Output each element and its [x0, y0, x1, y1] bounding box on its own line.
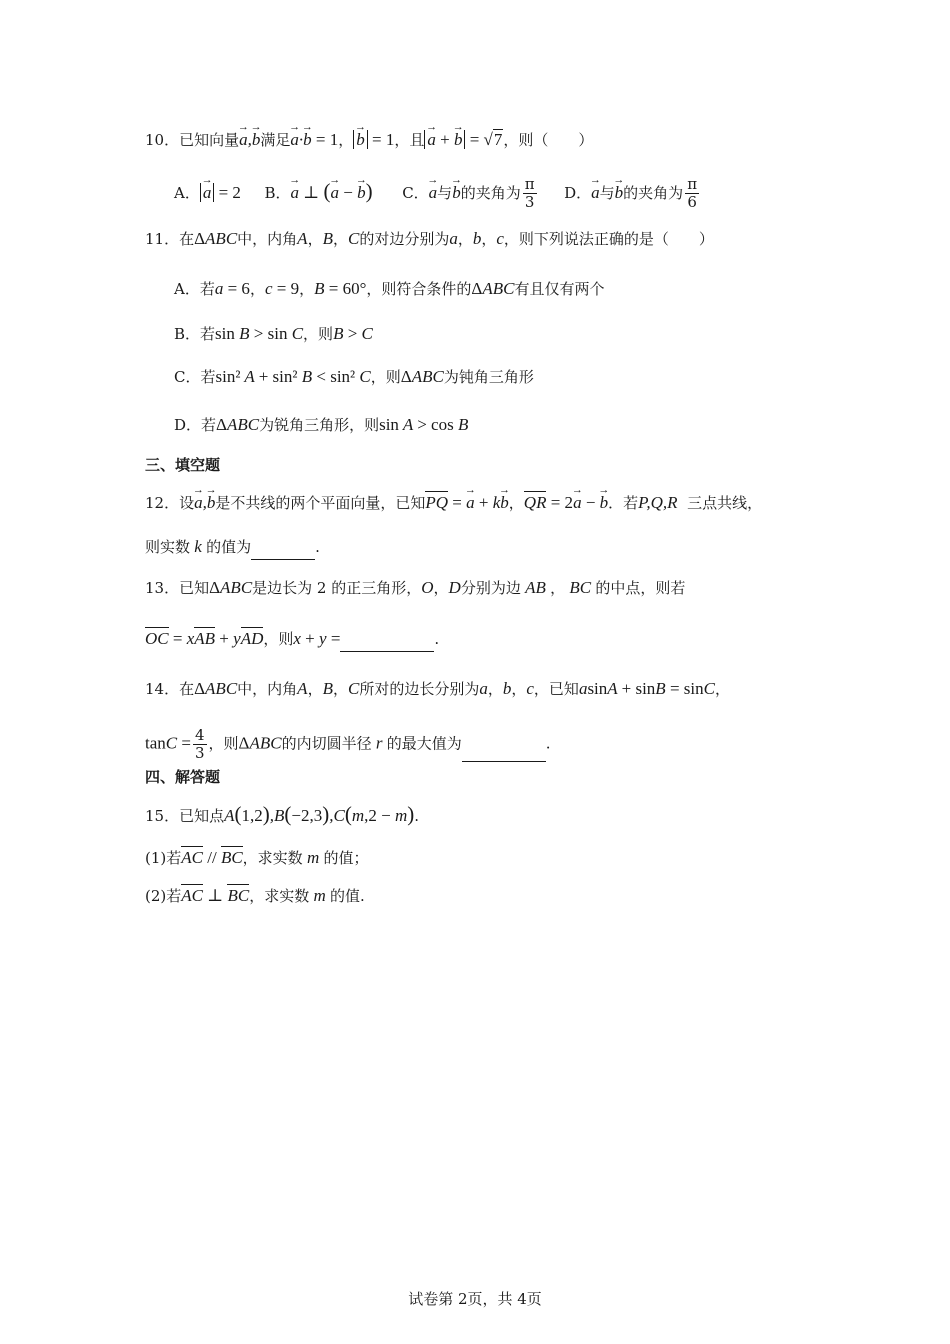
- q10-number: 10．: [145, 131, 180, 149]
- q15-part2: (2)若AC ⊥ BC，求实数 m 的值.: [145, 886, 365, 905]
- q14-stem: 14．在ΔABC中，内角A，B，C所对的边长分别为a，b，c，已知asinA + sinB = sinC，: [145, 679, 730, 698]
- q11-option-a[interactable]: A．若a = 6，c = 9，B = 60°，则符合条件的ΔABC有且仅有两个: [174, 279, 605, 298]
- q11-stem: 11．在ΔABC中，内角A，B，C的对边分别为a，b，c，则下列说法正确的是（ ）: [145, 229, 714, 248]
- q15-part1: (1)若AC // BC，求实数 m 的值；: [145, 848, 369, 867]
- fraction-4-3: $\frac{4}{3}$: [194, 726, 205, 762]
- q10-option-b[interactable]: B．→ a ⊥ (→ a − → b): [265, 184, 373, 202]
- q11-option-c[interactable]: C．若sin² A + sin² B < sin² C，则ΔABC为钝角三角形: [174, 367, 534, 386]
- q13-number: 13．: [145, 579, 180, 597]
- q12-number: 12．: [145, 494, 180, 512]
- q13-line2: OC = xAB + yAD，则x + y = .: [145, 626, 439, 652]
- page-footer: 试卷第 2页，共 4页: [408, 1290, 542, 1308]
- q13-stem: 13．已知ΔABC是边长为 2 的正三角形，O，D分别为边 AB ， BC 的中点，则若: [145, 578, 686, 597]
- q15-stem: 15．已知点A(1,2),B(−2,3),C(m,2 − m).: [145, 802, 420, 826]
- q10-option-c[interactable]: C．→ a与→ b的夹角为 $\frac{\pi}{3}$: [402, 184, 538, 202]
- q15-number: 15．: [145, 807, 180, 825]
- q11-option-b[interactable]: B．若sin B > sin C，则B > C: [174, 324, 373, 343]
- q12-answer-blank[interactable]: [251, 541, 315, 560]
- section-answer-questions: 四、解答题: [145, 768, 221, 786]
- q14-number: 14．: [145, 680, 180, 698]
- fraction-pi-6: $\frac{\pi}{6}$: [687, 175, 698, 211]
- q12-stem: 12．设→ a,→ b是不共线的两个平面向量，已知PQ = → a + k→ b，QR = 2→ a − → b．若P,Q,R 三点共线，: [145, 490, 762, 516]
- fraction-pi-3: $\frac{\pi}{3}$: [524, 175, 535, 211]
- q10-options: [174, 176, 701, 211]
- section-fill-in-blank: 三、填空题: [145, 456, 221, 474]
- q12-line2: 则实数 k 的值为 .: [145, 534, 320, 560]
- q11-option-d[interactable]: D．若ΔABC为锐角三角形，则sin A > cos B: [174, 415, 469, 434]
- q14-answer-blank[interactable]: [462, 743, 546, 762]
- q11-number: 11．: [145, 230, 180, 248]
- q10-option-a[interactable]: A．→ a = 2: [174, 184, 241, 202]
- q10-option-d[interactable]: D．→ a与→ b的夹角为 $\frac{\pi}{6}$: [564, 184, 701, 202]
- q13-answer-blank[interactable]: [340, 633, 434, 652]
- q10-stem: 10．已知向量→ a,→ b满足→ a·→ b = 1，→ b = 1，且→ a + → b = √7，则（ ）: [145, 127, 593, 153]
- q14-line2: tanC = $\frac{4}{3}$ ，则ΔABC的内切圆半径 r 的最大值为 .: [145, 726, 551, 762]
